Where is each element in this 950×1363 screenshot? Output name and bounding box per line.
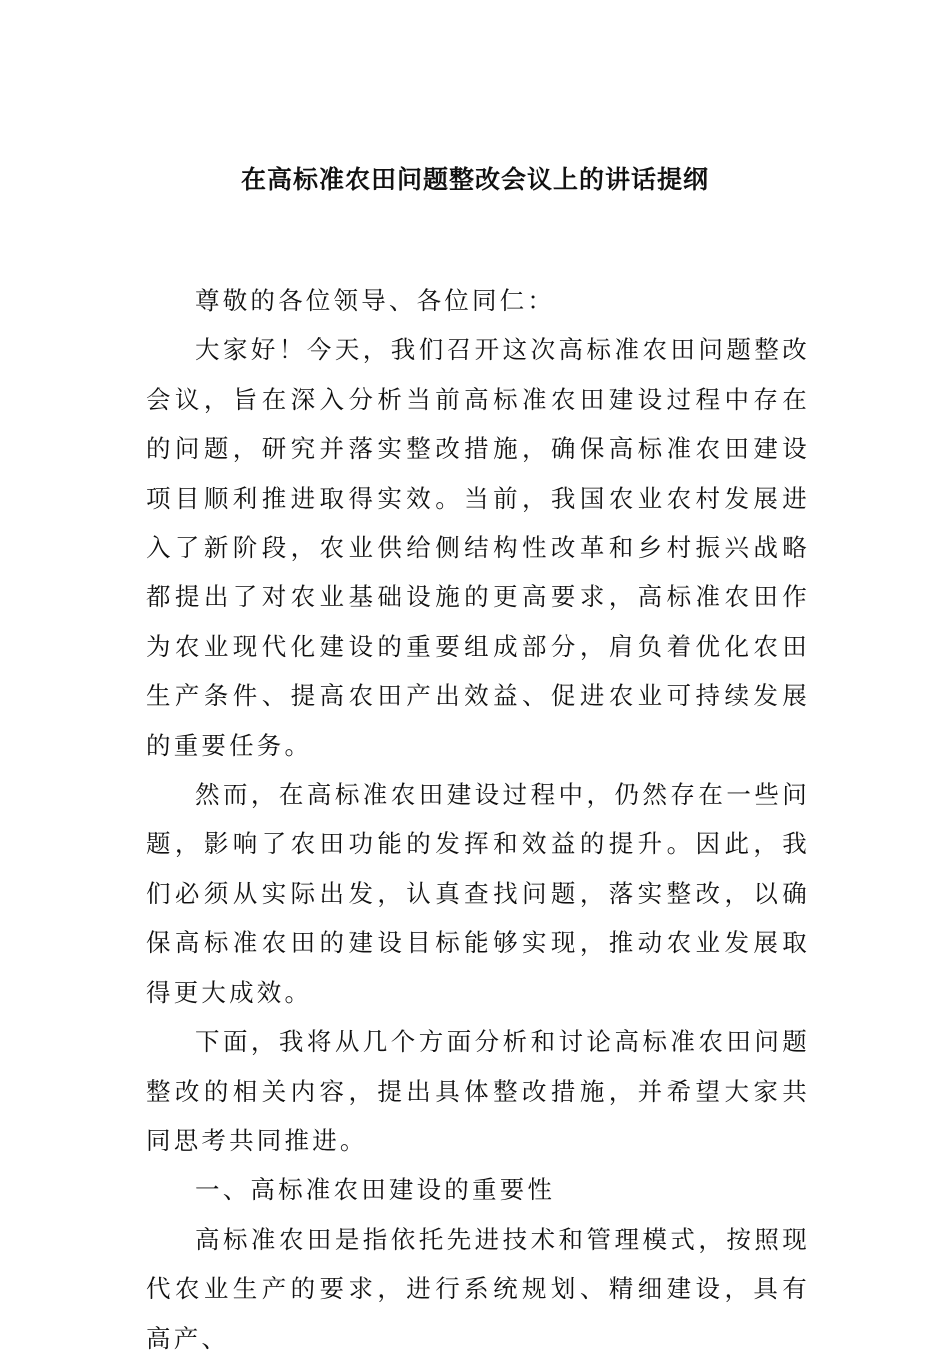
outline-paragraph: 下面，我将从几个方面分析和讨论高标准农田问题整改的相关内容，提出具体整改措施，并希望大家共同思考共同推进。 xyxy=(146,1027,810,1155)
salutation-paragraph: 尊敬的各位领导、各位同仁： xyxy=(195,286,556,315)
problem-paragraph: 然而，在高标准农田建设过程中，仍然存在一些问题，影响了农田功能的发挥和效益的提升。因此，我们必须从实际出发，认真查找问题，落实整改，以确保高标准农田的建设目标能够实现，推动农业发展取得更大成效。 xyxy=(146,780,810,1007)
opening-paragraph: 大家好！今天，我们召开这次高标准农田问题整改会议，旨在深入分析当前高标准农田建设过程中存在的问题，研究并落实整改措施，确保高标准农田建设项目顺利推进取得实效。当前，我国农业农村发展进入了新阶段，农业供给侧结构性改革和乡村振兴战略都提出了对农业基础设施的更高要求，高标准农田作为农业现代化建设的重要组成部分，肩负着优化农田生产条件、提高农田产出效益、促进农业可持续发展的重要任务。 xyxy=(146,335,810,760)
document-title: 在高标准农田问题整改会议上的讲话提纲 xyxy=(240,165,709,194)
document-body xyxy=(146,276,810,1363)
section-paragraph: 高标准农田是指依托先进技术和管理模式，按照现代农业生产的要求，进行系统规划、精细建设，具有高产、 xyxy=(146,1224,810,1353)
section-heading: 一、高标准农田建设的重要性 xyxy=(195,1175,556,1205)
